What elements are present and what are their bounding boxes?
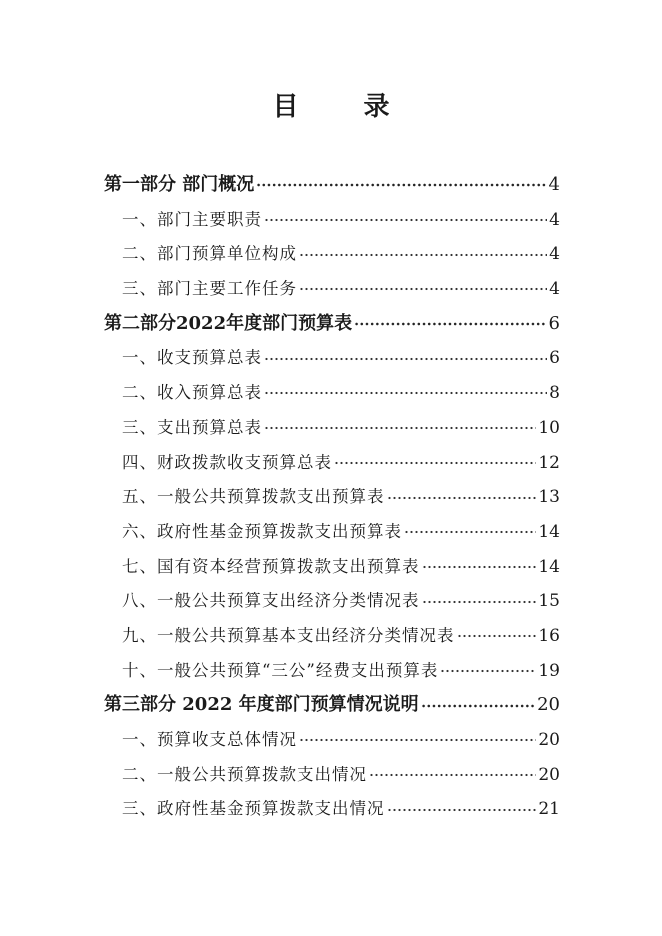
toc-page-number: 4 (549, 244, 560, 265)
toc-dot-leader (299, 253, 547, 257)
toc-page-number: 4 (548, 174, 560, 195)
toc-page-number: 8 (549, 383, 560, 404)
toc-item-row[interactable] (104, 515, 560, 550)
toc-dot-leader (404, 530, 536, 534)
toc-item-row[interactable] (104, 341, 560, 376)
toc-entry-label: 二、收入预算总表 (122, 383, 262, 403)
toc-entry-label: 一、预算收支总体情况 (122, 730, 297, 749)
toc-item-row[interactable] (104, 619, 560, 654)
table-of-contents (104, 168, 560, 827)
toc-item-row[interactable] (104, 376, 560, 411)
toc-dot-leader (264, 426, 536, 430)
toc-entry-label: 二、一般公共预算拨款支出情况 (122, 764, 367, 784)
toc-dot-leader (299, 738, 536, 742)
toc-entry-label: 九、一般公共预算基本支出经济分类情况表 (122, 625, 455, 645)
toc-page-number: 21 (538, 799, 560, 820)
toc-dot-leader (387, 808, 537, 812)
toc-entry-label: 七、国有资本经营预算拨款支出预算表 (122, 556, 420, 576)
toc-page-number: 20 (538, 730, 560, 750)
toc-dot-leader (299, 287, 547, 291)
toc-dot-leader (422, 565, 537, 569)
toc-item-row[interactable] (104, 237, 560, 272)
toc-dot-leader (354, 322, 546, 326)
toc-entry-label: 四、财政拨款收支预算总表 (122, 452, 332, 472)
toc-entry-label: 三、支出预算总表 (122, 417, 262, 437)
toc-dot-leader (264, 218, 547, 222)
toc-section-row[interactable] (104, 688, 560, 723)
toc-entry-label: 第二部分2022年度部门预算表 (104, 312, 353, 334)
toc-entry-label: 二、部门预算单位构成 (122, 244, 297, 264)
toc-dot-leader (457, 634, 537, 638)
page-title: 目 录 (272, 92, 418, 122)
toc-item-row[interactable] (104, 480, 560, 515)
toc-page-number: 4 (549, 209, 560, 230)
toc-page-number: 12 (538, 452, 560, 473)
toc-item-row[interactable] (104, 550, 560, 585)
toc-page-number: 14 (538, 556, 560, 577)
toc-item-row[interactable] (104, 203, 560, 238)
toc-entry-label: 十、一般公共预算“三公”经费支出预算表 (122, 660, 439, 680)
toc-page-number: 13 (538, 487, 560, 508)
toc-page-number: 6 (549, 348, 560, 369)
toc-section-row[interactable] (104, 168, 560, 203)
toc-page-number: 16 (538, 625, 560, 646)
toc-dot-leader (264, 391, 547, 395)
toc-item-row[interactable] (104, 723, 560, 758)
toc-dot-leader (421, 704, 535, 708)
toc-item-row[interactable] (104, 272, 560, 307)
toc-item-row[interactable] (104, 584, 560, 619)
toc-dot-leader (369, 773, 536, 777)
toc-item-row[interactable] (104, 411, 560, 446)
toc-page-number: 10 (538, 417, 560, 438)
toc-page-number: 4 (549, 279, 560, 300)
toc-item-row[interactable] (104, 654, 560, 689)
toc-page-number: 19 (538, 660, 560, 681)
toc-entry-label: 一、部门主要职责 (122, 209, 262, 229)
toc-entry-label: 一、收支预算总表 (122, 348, 262, 368)
toc-item-row[interactable] (104, 446, 560, 481)
toc-dot-leader (422, 600, 537, 604)
toc-dot-leader (387, 496, 537, 500)
toc-entry-label: 三、政府性基金预算拨款支出情况 (122, 799, 385, 819)
toc-dot-leader (440, 669, 536, 673)
toc-entry-label: 六、政府性基金预算拨款支出预算表 (122, 521, 402, 541)
toc-dot-leader (264, 357, 547, 361)
toc-dot-leader (256, 183, 546, 187)
toc-page-number: 15 (538, 591, 560, 612)
toc-dot-leader (334, 461, 536, 465)
toc-item-row[interactable] (104, 758, 560, 793)
toc-item-row[interactable] (104, 792, 560, 827)
toc-section-row[interactable] (104, 307, 560, 342)
toc-entry-label: 三、部门主要工作任务 (122, 279, 297, 299)
toc-page-number: 20 (538, 764, 560, 785)
toc-page-number: 6 (548, 312, 560, 334)
toc-page-number: 14 (538, 521, 560, 542)
toc-entry-label: 五、一般公共预算拨款支出预算表 (122, 487, 385, 507)
toc-entry-label: 第一部分 部门概况 (104, 174, 255, 195)
toc-entry-label: 八、一般公共预算支出经济分类情况表 (122, 591, 420, 611)
toc-page-number: 20 (537, 694, 560, 716)
toc-entry-label: 第三部分 2022 年度部门预算情况说明 (104, 694, 419, 716)
